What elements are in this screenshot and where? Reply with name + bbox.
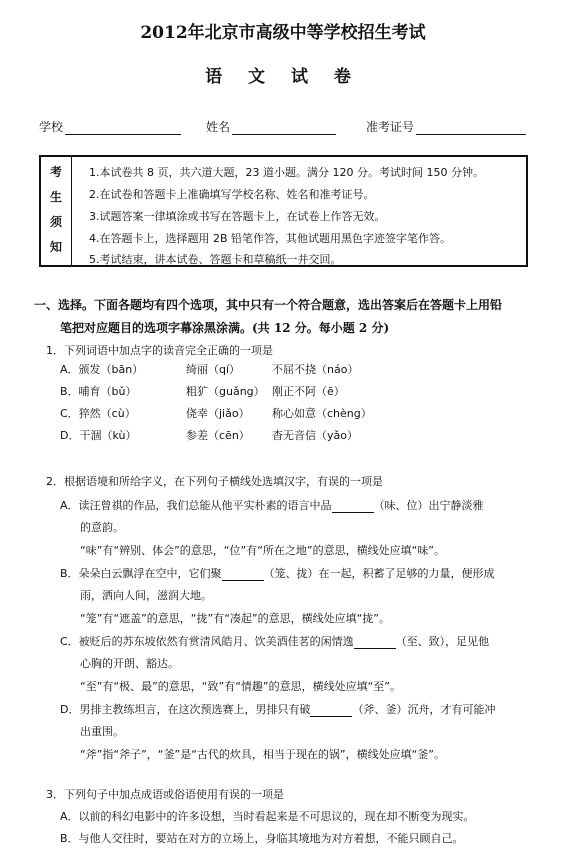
notes-head-char: 考 xyxy=(49,165,62,179)
q2-a-explanation: “味”有“辨别、体会”的意思，“位”有“所在之地”的意思，横线处应填“味”。 xyxy=(80,544,445,557)
q2-c-text-1: C．被贬后的苏东坡依然有赏清风皓月、饮美酒佳茗的闲情逸 xyxy=(60,635,354,648)
answer-blank[interactable] xyxy=(310,704,352,717)
notes-head-char: 须 xyxy=(49,215,62,229)
q1-option-c-3: 称心如意（chèng） xyxy=(272,407,372,420)
q2-a-cont: 的意韵。 xyxy=(80,521,124,534)
q2-d-explanation: “斧”指“斧子”，“釜”是“古代的炊具，相当于现在的锅”，横线处应填“釜”。 xyxy=(80,748,445,761)
q2-b-text-1: B．朵朵白云飘浮在空中，它们聚 xyxy=(60,567,222,580)
q1-option-d-1[interactable]: D．干涸（kù） xyxy=(60,429,137,442)
q2-b-text-2: （笼、拢）在一起，积蓄了足够的力量，便形成 xyxy=(263,567,495,580)
q1-stem: 1．下列词语中加点字的读音完全正确的一项是 xyxy=(46,344,273,357)
q3-stem: 3．下列句子中加点成语或俗语使用有误的一项是 xyxy=(46,788,284,801)
note-line: 3.试题答案一律填涂或书写在答题卡上，在试卷上作答无效。 xyxy=(89,210,386,223)
q2-c-text-2: （至、致），足见他 xyxy=(395,635,490,648)
q1-option-b-1[interactable]: B．哺育（bǔ） xyxy=(60,385,137,398)
school-label: 学校 xyxy=(39,120,64,134)
q2-option-d[interactable] xyxy=(60,701,495,717)
notes-heading xyxy=(41,157,72,265)
page-subtitle: 语 文 试 卷 xyxy=(205,67,361,87)
section-heading: 一、选择。下面各题均有四个选项，其中只有一个符合题意，选出答案后在答题卡上用铅 xyxy=(34,298,503,312)
q2-c-explanation: “至”有“极、最”的意思，“致”有“情趣”的意思，横线处应填“至”。 xyxy=(80,680,401,693)
exam-id-blank[interactable] xyxy=(416,120,526,135)
q2-a-text-2: （味、位）出宁静淡雅 xyxy=(373,499,484,512)
q2-b-explanation: “笼”有“遮盖”的意思，“拢”有“凑起”的意思，横线处应填“拢”。 xyxy=(80,612,390,625)
q1-option-a-1[interactable]: A．颁发（bān） xyxy=(60,363,144,376)
q2-option-b[interactable] xyxy=(60,565,495,581)
q1-option-c-1[interactable]: C．猝然（cù） xyxy=(60,407,136,420)
school-blank[interactable] xyxy=(65,120,181,135)
q2-d-text-2: （斧、釜）沉舟，才有可能冲 xyxy=(352,703,496,716)
candidate-notes-box xyxy=(39,155,528,267)
notes-head-char: 生 xyxy=(49,190,62,204)
name-label: 姓名 xyxy=(206,120,231,134)
q1-option-c-2: 侥幸（jiǎo） xyxy=(186,407,250,420)
q2-d-cont: 出重围。 xyxy=(80,725,124,738)
note-line: 5.考试结束，讲本试卷、答题卡和草稿纸一并交回。 xyxy=(89,253,342,266)
q1-option-a-3: 不屈不挠（náo） xyxy=(272,363,359,376)
name-field[interactable] xyxy=(206,118,336,135)
q1-option-b-3: 刚正不阿（ē） xyxy=(272,385,345,398)
q2-stem: 2．根据语境和所给字义，在下列句子横线处选填汉字，有误的一项是 xyxy=(46,475,383,488)
q1-option-d-3: 杳无音信（yǎo） xyxy=(272,429,358,442)
q1-option-d-2: 参差（cēn） xyxy=(186,429,250,442)
note-line: 1.本试卷共 8 页，共六道大题，23 道小题。满分 120 分。考试时间 150 分钟。 xyxy=(89,166,484,179)
exam-id-label: 准考证号 xyxy=(366,120,415,134)
q1-option-b-2: 粗犷（guǎng） xyxy=(186,385,265,398)
school-field[interactable] xyxy=(39,118,181,135)
name-blank[interactable] xyxy=(232,120,336,135)
answer-blank[interactable] xyxy=(222,568,264,581)
q2-b-cont: 雨，洒向人间，滋润大地。 xyxy=(80,589,212,602)
q2-option-a[interactable] xyxy=(60,497,484,513)
page-title: 2012年北京市高级中等学校招生考试 xyxy=(140,23,426,43)
answer-blank[interactable] xyxy=(332,500,374,513)
note-line: 2.在试卷和答题卡上准确填写学校名称、姓名和准考证号。 xyxy=(89,188,375,201)
exam-id-field[interactable] xyxy=(366,118,526,135)
note-line: 4.在答题卡上，选择题用 2B 铅笔作答，其他试题用黑色字迹签字笔作答。 xyxy=(89,232,452,245)
q3-option-b[interactable]: B．与他人交往时，要站在对方的立场上，身临其境地为对方着想，不能只顾自己。 xyxy=(60,832,464,845)
q3-option-a[interactable]: A．以前的科幻电影中的许多设想，当时看起来是不可思议的，现在却不断变为现实。 xyxy=(60,810,475,823)
q2-d-text-1: D．男排主教练坦言，在这次预选赛上，男排只有破 xyxy=(60,703,311,716)
q1-option-a-2: 绮丽（qí） xyxy=(186,363,241,376)
section-heading-cont: 笔把对应题目的选项字幕涂黑涂满。(共 12 分。每小题 2 分) xyxy=(60,321,390,335)
q2-c-cont: 心胸的开朗、豁达。 xyxy=(80,657,179,670)
q2-a-text-1: A．读汪曾祺的作品，我们总能从他平实朴素的语言中品 xyxy=(60,499,332,512)
q2-option-c[interactable] xyxy=(60,633,489,649)
notes-head-char: 知 xyxy=(49,240,62,254)
answer-blank[interactable] xyxy=(354,636,396,649)
